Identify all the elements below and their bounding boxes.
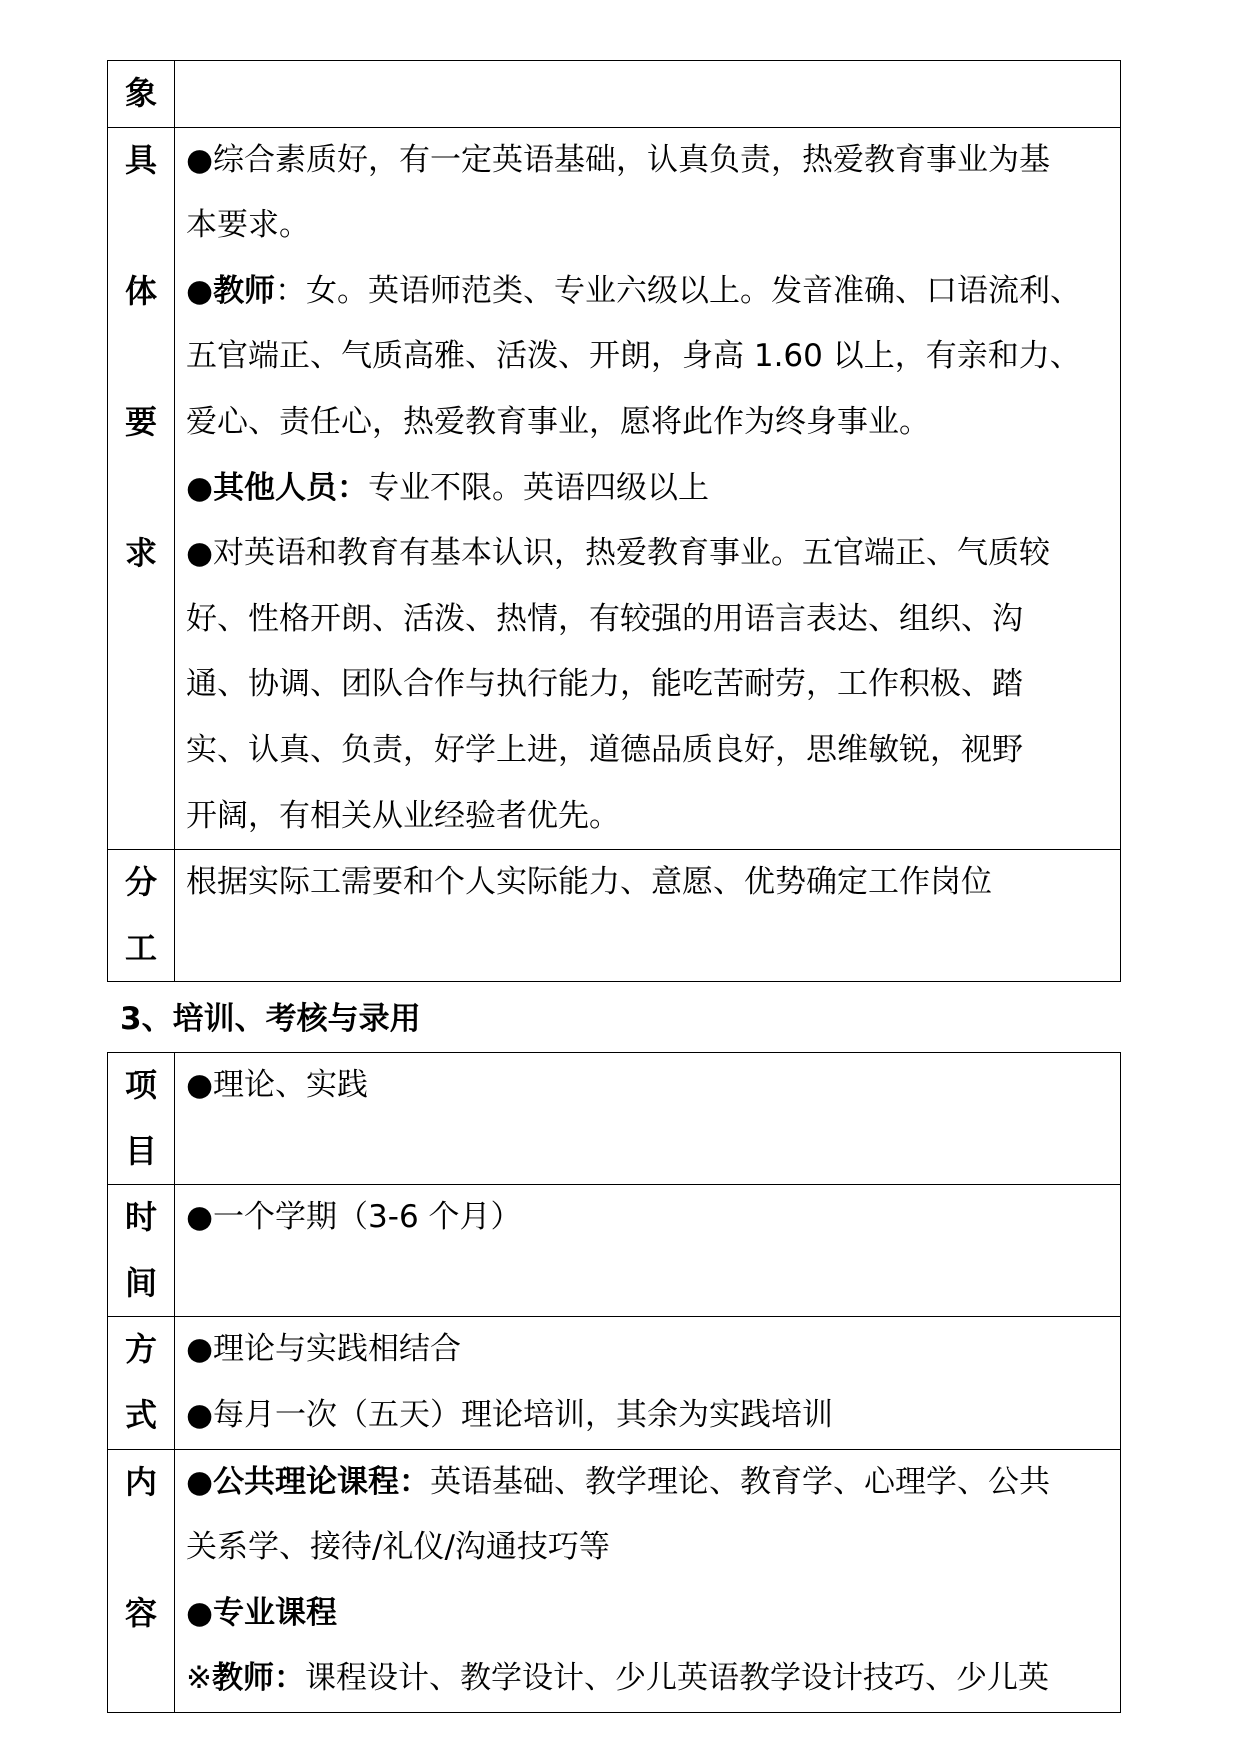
text-run: 开阔，有相关从业经验者优先。 [186, 797, 620, 834]
content-line [186, 390, 1112, 456]
content-line [186, 1646, 1112, 1712]
row-content [175, 1185, 1121, 1317]
row-content [175, 1449, 1121, 1712]
content-line [186, 1450, 1112, 1516]
text-run: 英语基础、教学理论、教育学、心理学、公共 [430, 1463, 1051, 1500]
spacer [108, 324, 174, 390]
label-char: 容 [124, 1593, 157, 1632]
label-char: 体 [124, 271, 157, 310]
text-run: ：女。英语师范类、专业六级以上。发音准确、口语流利、 [275, 272, 1082, 309]
content-line [186, 850, 1112, 916]
content-line [186, 1581, 1112, 1647]
row-label [108, 1317, 175, 1449]
content-line [186, 324, 1112, 390]
content-line [186, 1251, 1112, 1317]
content-line [186, 718, 1112, 784]
text-run: ● [186, 469, 214, 506]
content-line [186, 456, 1112, 522]
text-run: 五官端正、气质高雅、活泼、开朗，身高 1.60 以上，有亲和力、 [186, 338, 1081, 375]
text-run: ●理论、实践 [186, 1067, 369, 1103]
row-label [108, 1449, 175, 1712]
table-row [108, 127, 1121, 850]
label-char: 项 [124, 1066, 157, 1104]
content-line [186, 1053, 1112, 1119]
text-run-bold: 教师： [211, 1660, 305, 1697]
label-char: 方 [124, 1330, 157, 1369]
table-row [108, 1185, 1121, 1317]
table-row [108, 1317, 1121, 1449]
label-char: 象 [124, 74, 157, 112]
content-line [186, 193, 1112, 259]
text-run-bold: 专业课程 [213, 1594, 338, 1631]
content-line [186, 259, 1112, 325]
content-line [186, 1515, 1112, 1581]
text-run: ● [186, 1463, 214, 1500]
row-content [175, 61, 1121, 128]
table-row [108, 1449, 1121, 1712]
table-row [108, 850, 1121, 982]
text-run: ●每月一次（五天）理论培训，其余为实践培训 [186, 1396, 834, 1433]
label-chars [108, 1450, 174, 1647]
training-table [107, 1052, 1121, 1713]
text-run: 专业不限。英语四级以上 [368, 469, 710, 506]
content-line [186, 1185, 1112, 1251]
label-char: 内 [124, 1462, 157, 1501]
label-char: 分 [124, 863, 157, 902]
table-row [108, 1053, 1121, 1185]
label-char: 要 [124, 402, 157, 441]
row-content [175, 1317, 1121, 1449]
text-run: 课程设计、教学设计、少儿英语教学设计技巧、少儿英 [304, 1660, 1049, 1697]
table-row [108, 61, 1121, 128]
text-run: ● [186, 1594, 214, 1631]
label-chars [108, 1317, 174, 1448]
text-run: 关系学、接待/礼仪/沟通技巧等 [186, 1529, 610, 1566]
requirements-table [107, 60, 1121, 982]
text-run: 本要求。 [186, 207, 310, 244]
spacer [108, 193, 174, 259]
text-run: 爱心、责任心，热爱教育事业，愿将此作为终身事业。 [186, 403, 930, 440]
row-content [175, 1053, 1121, 1185]
label-char: 式 [124, 1395, 157, 1434]
content-line [186, 916, 1112, 982]
label-char: 目 [124, 1131, 157, 1170]
text-run: 通、协调、团队合作与执行能力，能吃苦耐劳，工作积极、踏 [186, 666, 1023, 703]
content-line [186, 128, 1112, 194]
text-run: ●综合素质好，有一定英语基础，认真负责，热爱教育事业为基 [186, 141, 1051, 178]
content-line [186, 784, 1112, 850]
content-line [186, 61, 1112, 127]
row-content [175, 127, 1121, 850]
label-char: 求 [124, 534, 157, 573]
content-line [186, 652, 1112, 718]
text-run-bold: 教师 [213, 272, 276, 309]
label-char: 间 [124, 1263, 157, 1302]
label-chars [108, 61, 174, 127]
content-line [186, 1383, 1112, 1449]
text-run: ●一个学期（3-6 个月） [186, 1199, 522, 1236]
text-run: 好、性格开朗、活泼、热情，有较强的用语言表达、组织、沟 [186, 600, 1023, 637]
text-run-bold: 公共理论课程： [213, 1463, 431, 1500]
row-label [108, 127, 175, 850]
label-char: 时 [124, 1198, 157, 1237]
label-char: 工 [124, 928, 157, 967]
row-label [108, 1053, 175, 1185]
row-label [108, 61, 175, 128]
spacer [108, 1515, 174, 1581]
row-content [175, 850, 1121, 982]
text-run: 根据实际工需要和个人实际能力、意愿、优势确定工作岗位 [186, 864, 992, 901]
text-run: ※ [186, 1660, 212, 1697]
label-char: 具 [124, 140, 157, 179]
text-run: ●理论与实践相结合 [186, 1331, 462, 1368]
label-chars [108, 1185, 174, 1316]
spacer [108, 456, 174, 522]
row-label [108, 1185, 175, 1317]
row-label [108, 850, 175, 982]
text-run-bold: 其他人员： [213, 469, 369, 506]
text-run: ●对英语和教育有基本认识，热爱教育事业。五官端正、气质较 [186, 535, 1051, 572]
content-line [186, 521, 1112, 587]
label-chars [108, 1053, 174, 1184]
label-chars [108, 850, 174, 981]
text-run: 实、认真、负责，好学上进，道德品质良好，思维敏锐，视野 [186, 731, 1023, 768]
content-line [186, 587, 1112, 653]
section-heading: 3、培训、考核与录用 [120, 1001, 421, 1037]
label-chars [108, 128, 174, 587]
content-line [186, 1119, 1112, 1185]
text-run: ● [186, 272, 214, 309]
content-line [186, 1317, 1112, 1383]
